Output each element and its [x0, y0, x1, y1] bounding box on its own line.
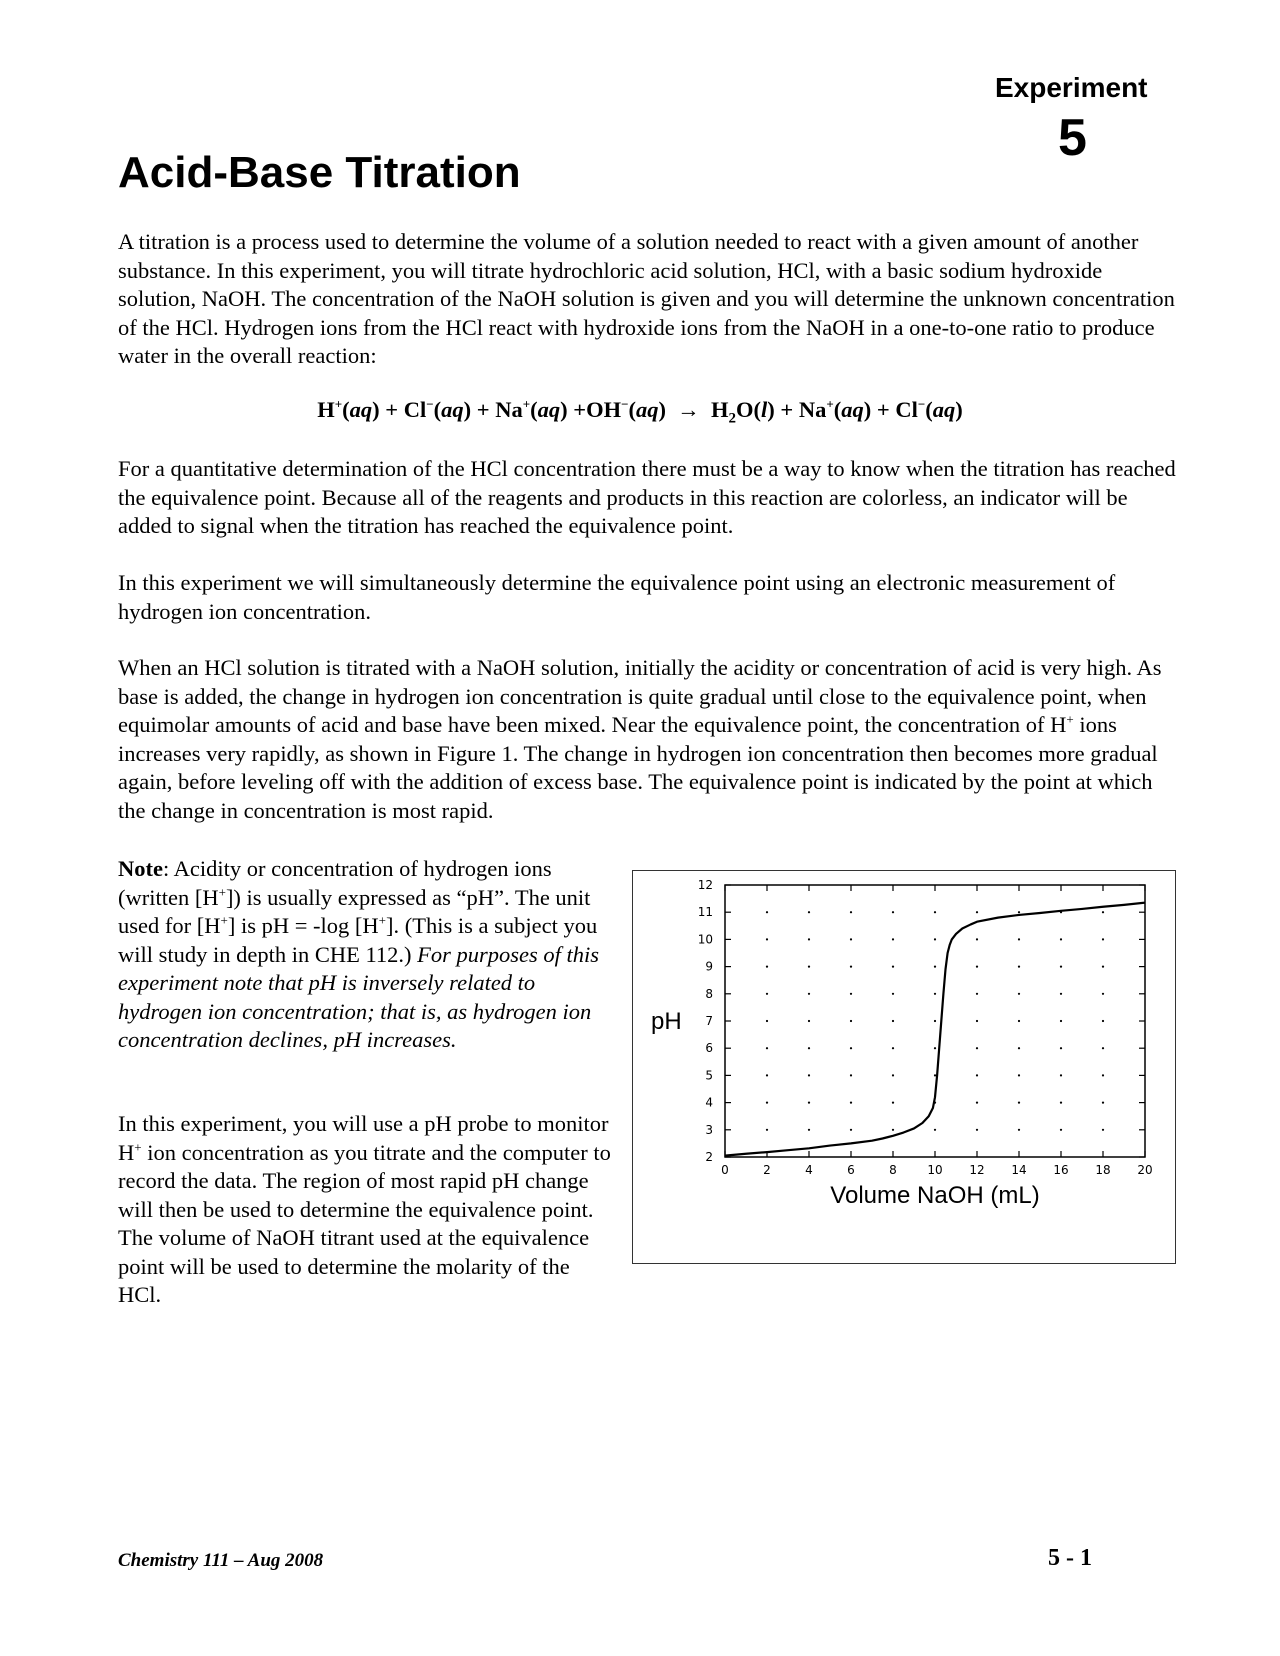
grid-dot [850, 1020, 852, 1022]
grid-dot [1102, 1102, 1104, 1104]
grid-dot [1102, 1074, 1104, 1076]
grid-dot [892, 911, 894, 913]
x-tick-label: 16 [1053, 1163, 1069, 1177]
grid-dot [934, 966, 936, 968]
grid-dot [1018, 1129, 1020, 1131]
ph-curve [725, 903, 1145, 1156]
grid-dot [934, 911, 936, 913]
grid-dot [976, 1074, 978, 1076]
y-tick-label: 7 [705, 1014, 713, 1028]
grid-dot [1060, 938, 1062, 940]
grid-dot [1060, 1074, 1062, 1076]
grid-dot [892, 1020, 894, 1022]
grid-dot [766, 1129, 768, 1131]
note-paragraph: Note: Acidity or concentration of hydrogen ions (written [H+]) is usually expressed as “pH”. The unit used for [H+] is pH = -log [H+]. (This is a subject you will study in depth in CHE 112.) For purposes of this experiment note that pH is inversely related to hydrogen ion concentration; that is, as hydrogen ion concentration declines, pH increases. [118, 856, 600, 1052]
page-title: Acid-Base Titration [118, 148, 521, 197]
grid-dot [766, 993, 768, 995]
grid-dot [1102, 993, 1104, 995]
grid-dot [892, 966, 894, 968]
grid-dot [1018, 1020, 1020, 1022]
grid-dot [808, 1020, 810, 1022]
grid-dot [766, 966, 768, 968]
grid-dot [850, 1102, 852, 1104]
grid-dot [1102, 938, 1104, 940]
reaction-equation: $H^+(aq) + Cl^-(aq) + Na^+(aq) +OH^-(aq) \to H_2O(l) + Na^+(aq) + Cl^-(aq)$ [317, 396, 963, 427]
grid-dot [850, 938, 852, 940]
grid-dot [976, 1129, 978, 1131]
grid-dot [976, 993, 978, 995]
x-tick-label: 18 [1095, 1163, 1111, 1177]
grid-dot [892, 1102, 894, 1104]
grid-dot [976, 1102, 978, 1104]
y-tick-label: 9 [705, 959, 713, 974]
grid-dot [1102, 1129, 1104, 1131]
grid-dot [892, 993, 894, 995]
grid-dot [934, 1020, 936, 1022]
grid-dot [1102, 1047, 1104, 1049]
grid-dot [1018, 911, 1020, 913]
grid-dot [892, 1074, 894, 1076]
grid-dot [934, 993, 936, 995]
grid-dot [766, 1020, 768, 1022]
y-tick-label: 6 [705, 1041, 713, 1056]
grid-dot [766, 1074, 768, 1076]
grid-dot [1060, 1047, 1062, 1049]
grid-dot [892, 1129, 894, 1131]
grid-dot [1018, 1074, 1020, 1076]
grid-dot [850, 911, 852, 913]
grid-dot [850, 1074, 852, 1076]
grid-dot [850, 993, 852, 995]
y-tick-label: 4 [705, 1095, 713, 1110]
x-tick-label: 14 [1011, 1163, 1027, 1177]
grid-dot [976, 1020, 978, 1022]
y-tick-label: 8 [705, 986, 713, 1001]
grid-dot [850, 1047, 852, 1049]
y-tick-label: 2 [705, 1150, 713, 1164]
grid-dot [1060, 1020, 1062, 1022]
grid-dot [808, 1129, 810, 1131]
grid-dot [766, 938, 768, 940]
grid-dot [892, 938, 894, 940]
x-tick-label: 4 [805, 1163, 813, 1177]
grid-dot [808, 966, 810, 968]
y-tick-label: 12 [697, 878, 713, 892]
measurement-paragraph: In this experiment we will simultaneously determine the equivalence point using an electronic measurement of hydrogen ion concentration. [118, 570, 1116, 624]
grid-dot [1018, 1102, 1020, 1104]
y-tick-label: 3 [705, 1122, 713, 1137]
grid-dot [1018, 993, 1020, 995]
grid-dot [934, 1129, 936, 1131]
x-tick-label: 0 [721, 1163, 729, 1177]
grid-dot [976, 911, 978, 913]
grid-dot [850, 1129, 852, 1131]
grid-dot [934, 938, 936, 940]
grid-dot [808, 938, 810, 940]
y-tick-label: 10 [697, 932, 713, 947]
grid-dot [850, 966, 852, 968]
x-tick-label: 6 [847, 1163, 855, 1177]
titration-paragraph: When an HCl solution is titrated with a NaOH solution, initially the acidity or concentration of acid is very high. As base is added, the change in hydrogen ion concentration is quite gradual until close to the equivalence point, when equimolar amounts of acid and base have been mixed. Near the equivalence point, the concentration of H+ ions increases very rapidly, as shown in Figure 1. The change in hydrogen ion concentration then becomes more gradual again, before leveling off with the addition of excess base. The equivalence point is indicated by the point at which the change in concentration is most rapid. [118, 655, 1162, 823]
x-axis-label: Volume NaOH (mL) [830, 1182, 1040, 1209]
x-tick-label: 10 [927, 1163, 943, 1177]
grid-dot [1060, 993, 1062, 995]
grid-dot [1018, 938, 1020, 940]
grid-dot [766, 1102, 768, 1104]
experiment-label: Experiment [995, 72, 1148, 103]
grid-dot [1060, 1129, 1062, 1131]
grid-dot [766, 1047, 768, 1049]
grid-dot [1102, 911, 1104, 913]
grid-dot [808, 1102, 810, 1104]
note-italic-text: For purposes of this experiment note that pH is inversely related to hydrogen ion concentration; that is, as hydrogen ion concentration declines, pH increases. [118, 941, 600, 1052]
intro-paragraph: A titration is a process used to determine the volume of a solution needed to react with a given amount of another substance. In this experiment, you will titrate hydrochloric acid solution, HCl, with a basic sodium hydroxide solution, NaOH. The concentration of the NaOH solution is given and you will determine the unknown concentration of the HCl. Hydrogen ions from the HCl react with hydroxide ions from the NaOH in a one-to-one ratio to produce water in the overall reaction: [118, 229, 1175, 368]
eq-term: H [317, 397, 335, 422]
x-tick-label: 20 [1137, 1163, 1153, 1177]
grid-dot [1060, 966, 1062, 968]
x-tick-label: 2 [763, 1163, 771, 1177]
titration-chart [633, 871, 1177, 1265]
grid-dot [1102, 966, 1104, 968]
grid-dot [934, 1047, 936, 1049]
grid-dot [976, 966, 978, 968]
experiment-number: 5 [1058, 109, 1087, 167]
grid-dot [934, 1074, 936, 1076]
y-tick-label: 5 [705, 1068, 713, 1083]
titration-figure [632, 870, 1176, 1264]
grid-dot [1018, 966, 1020, 968]
equivalence-paragraph: For a quantitative determination of the HCl concentration there must be a way to know when the titration has reached the equivalence point. Because all of the reagents and products in this reaction are colorless, an indicator will be added to signal when the titration has reached the equivalence point. [118, 456, 1176, 538]
x-tick-label: 8 [889, 1163, 897, 1177]
footer-course: Chemistry 111 – Aug 2008 [118, 1550, 324, 1571]
grid-dot [892, 1047, 894, 1049]
grid-dot [808, 1047, 810, 1049]
footer-page-number: 5 - 1 [1048, 1545, 1092, 1571]
grid-dot [1102, 1020, 1104, 1022]
grid-dot [1018, 1047, 1020, 1049]
x-tick-label: 12 [969, 1163, 985, 1177]
y-axis-label: pH [651, 1008, 682, 1035]
grid-dot [976, 938, 978, 940]
note-label: Note [118, 856, 163, 881]
grid-dot [808, 911, 810, 913]
grid-dot [766, 911, 768, 913]
grid-dot [1060, 1102, 1062, 1104]
procedure-paragraph: In this experiment, you will use a pH probe to monitor H+ ion concentration as you titrate and the computer to record the data. The region of most rapid pH change will then be used to determine the equivalence point. The volume of NaOH titrant used at the equivalence point will be used to determine the molarity of the HCl. [118, 1111, 611, 1307]
grid-dot [976, 1047, 978, 1049]
grid-dot [808, 993, 810, 995]
y-tick-label: 11 [697, 905, 713, 920]
grid-dot [808, 1074, 810, 1076]
